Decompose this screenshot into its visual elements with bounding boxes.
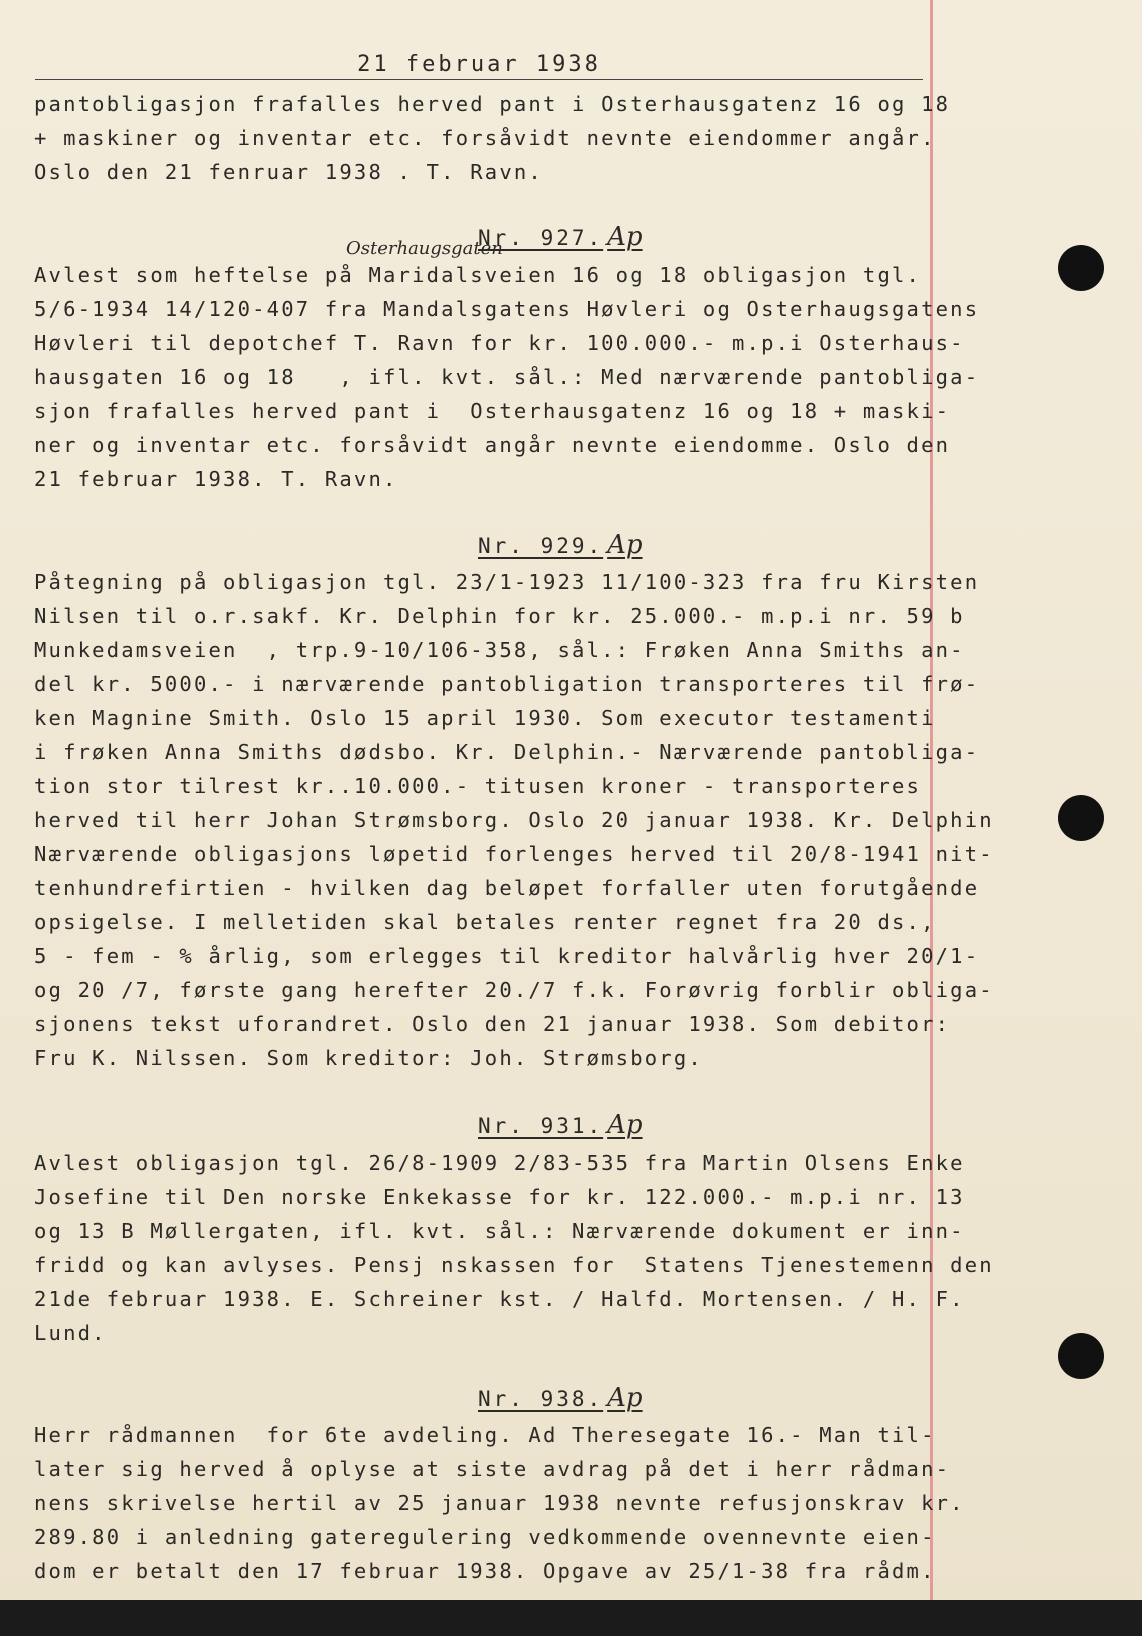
text-line: Fru K. Nilssen. Som kreditor: Joh. Strømsborg.	[34, 1046, 703, 1070]
text-line: Avlest som heftelse på Maridalsveien 16 og 18 obligasjon tgl.	[34, 263, 922, 287]
handwritten-initials: Ap	[607, 222, 643, 252]
entry-text-938	[34, 1418, 965, 1588]
text-line: pantobligasjon frafalles herved pant i Osterhausgatenz 16 og 18	[34, 92, 951, 116]
text-line: 21de februar 1938. E. Schreiner kst. / Halfd. Mortensen. / H. F.	[34, 1287, 965, 1311]
text-line: Lund.	[34, 1321, 107, 1345]
entry-title-938: Nr. 938. Ap	[478, 1383, 643, 1413]
text-line: later sig herved å oplyse at siste avdrag på det i herr rådman-	[34, 1457, 951, 1481]
entry-text-929	[34, 565, 994, 1075]
scan-bottom-edge	[0, 1600, 1142, 1636]
handwritten-initials: Ap	[607, 1383, 643, 1413]
text-line: nens skrivelse hertil av 25 januar 1938 nevnte refusjonskrav kr.	[34, 1491, 965, 1515]
entry-title-929: Nr. 929. Ap	[478, 530, 643, 560]
page-date-header: 21 februar 1938	[35, 52, 923, 80]
text-line: Oslo den 21 fenruar 1938 . T. Ravn.	[34, 160, 543, 184]
text-line: 289.80 i anledning gateregulering vedkommende ovennevnte eien-	[34, 1525, 936, 1549]
text-line: og 20 /7, første gang herefter 20./7 f.k. Forøvrig forblir obliga-	[34, 978, 994, 1002]
text-line: tenhundrefirtien - hvilken dag beløpet forfaller uten forutgående	[34, 876, 980, 900]
handwritten-annotation: Osterhaugsgaten	[346, 238, 503, 259]
text-line: sjonens tekst uforandret. Oslo den 21 januar 1938. Som debitor:	[34, 1012, 951, 1036]
text-line: Avlest obligasjon tgl. 26/8-1909 2/83-535 fra Martin Olsens Enke	[34, 1151, 965, 1175]
punch-hole-middle	[1058, 795, 1104, 841]
entry-text-927	[34, 258, 980, 496]
punch-hole-top	[1058, 245, 1104, 291]
text-line: 21 februar 1938. T. Ravn.	[34, 467, 398, 491]
text-line: Høvleri til depotchef T. Ravn for kr. 100.000.- m.p.i Osterhaus-	[34, 331, 965, 355]
text-line: 5 - fem - % årlig, som erlegges til kreditor halvårlig hver 20/1-	[34, 944, 980, 968]
text-line: Påtegning på obligasjon tgl. 23/1-1923 11/100-323 fra fru Kirsten	[34, 570, 980, 594]
text-line: fridd og kan avlyses. Pensj nskassen for Statens Tjenestemenn den	[34, 1253, 994, 1277]
text-line: tion stor tilrest kr..10.000.- titusen kroner - transporteres	[34, 774, 922, 798]
text-line: 5/6-1934 14/120-407 fra Mandalsgatens Høvleri og Osterhaugsgatens	[34, 297, 980, 321]
text-line: ken Magnine Smith. Oslo 15 april 1930. Som executor testamenti	[34, 706, 936, 730]
text-line: og 13 B Møllergaten, ifl. kvt. sål.: Nærværende dokument er inn-	[34, 1219, 965, 1243]
text-line: Josefine til Den norske Enkekasse for kr. 122.000.- m.p.i nr. 13	[34, 1185, 965, 1209]
entry-title-931: Nr. 931. Ap	[478, 1110, 643, 1140]
text-line: dom er betalt den 17 februar 1938. Opgave av 25/1-38 fra rådm.	[34, 1559, 936, 1583]
text-line: del kr. 5000.- i nærværende pantobligation transporteres til frø-	[34, 672, 980, 696]
text-line: opsigelse. I melletiden skal betales renter regnet fra 20 ds.,	[34, 910, 936, 934]
text-line: herved til herr Johan Strømsborg. Oslo 20 januar 1938. Kr. Delphin	[34, 808, 994, 832]
text-line: Nilsen til o.r.sakf. Kr. Delphin for kr. 25.000.- m.p.i nr. 59 b	[34, 604, 965, 628]
text-line: Herr rådmannen for 6te avdeling. Ad Theresegate 16.- Man til-	[34, 1423, 936, 1447]
intro-text	[34, 87, 951, 189]
handwritten-initials: Ap	[607, 530, 643, 560]
text-line: sjon frafalles herved pant i Osterhausgatenz 16 og 18 + maski-	[34, 399, 951, 423]
text-line: i frøken Anna Smiths dødsbo. Kr. Delphin.- Nærværende pantobliga-	[34, 740, 980, 764]
entry-text-931	[34, 1146, 994, 1350]
text-line: + maskiner og inventar etc. forsåvidt nevnte eiendommer angår.	[34, 126, 936, 150]
text-line: Munkedamsveien , trp.9-10/106-358, sål.: Frøken Anna Smiths an-	[34, 638, 965, 662]
text-line: Nærværende obligasjons løpetid forlenges herved til 20/8-1941 nit-	[34, 842, 994, 866]
text-line: ner og inventar etc. forsåvidt angår nevnte eiendomme. Oslo den	[34, 433, 951, 457]
text-line: hausgaten 16 og 18 , ifl. kvt. sål.: Med nærværende pantobliga-	[34, 365, 980, 389]
punch-hole-bottom	[1058, 1333, 1104, 1379]
handwritten-initials: Ap	[607, 1110, 643, 1140]
entry-title-927: Nr. 927. Ap	[478, 222, 643, 252]
